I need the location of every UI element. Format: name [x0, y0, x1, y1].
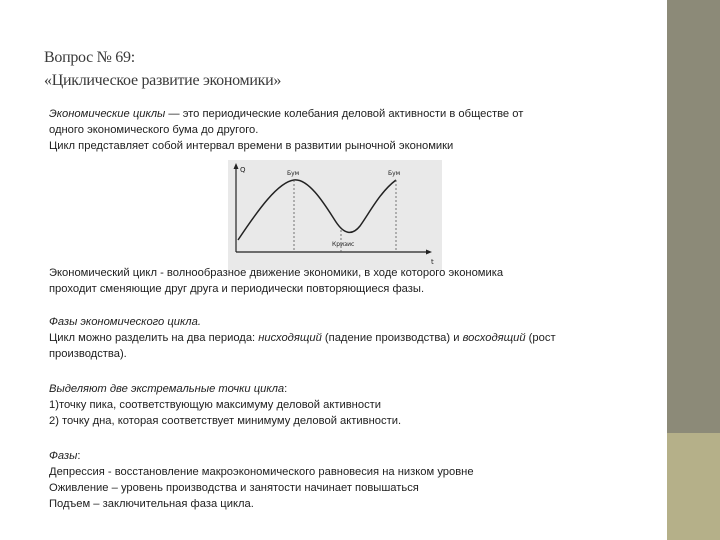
phase-revival: Оживление – уровень производства и занятости начинает повышаться	[49, 482, 419, 494]
phases-heading-colon: :	[77, 450, 81, 462]
phases-intro-heading: Фазы экономического цикла.	[49, 316, 201, 328]
extremes-heading-colon: :	[284, 383, 288, 395]
peak1-label: Бум	[287, 170, 300, 177]
phase-depression: Депрессия - восстановление макроэкономического равновесия на низком уровне	[49, 466, 474, 478]
phases-intro-line-1-mid: (падение производства) и	[321, 332, 463, 344]
phases-intro-line-1-end: (рост	[525, 332, 556, 344]
phases-heading: Фазы	[49, 450, 78, 462]
business-cycle-diagram	[228, 160, 442, 270]
intro-term: Экономические циклы	[49, 108, 166, 120]
decorative-side-bar	[667, 0, 720, 540]
business-cycle-svg	[228, 160, 442, 270]
phases-intro-line-2: производства).	[49, 348, 127, 360]
phases-intro-line-1	[49, 330, 639, 346]
definition-line-1: Экономический цикл - волнообразное движение экономики, в ходе которого экономика	[49, 267, 504, 279]
definition-paragraph	[49, 265, 639, 297]
trough-label: Кризис	[332, 241, 355, 248]
phase-rise: Подъем – заключительная фаза цикла.	[49, 498, 254, 510]
title-line-2: «Циклическое развитие экономики»	[44, 72, 282, 89]
definition-line-2: проходит сменяющие друг друга и периодически повторяющиеся фазы.	[49, 283, 425, 295]
intro-paragraph	[49, 106, 639, 154]
term-ascending: восходящий	[462, 332, 526, 344]
decorative-side-bar-accent	[667, 433, 720, 540]
intro-line-1	[49, 106, 639, 122]
extremes-item-1: 1)точку пика, соответствующую максимуму деловой активности	[49, 399, 382, 411]
intro-line-2: одного экономического бума до другого.	[49, 124, 259, 136]
phases-list-paragraph	[49, 448, 639, 512]
extremes-heading-line	[49, 381, 639, 397]
intro-line-1-rest: — это периодические колебания деловой активности в обществе от	[165, 108, 524, 120]
phases-intro-paragraph	[49, 314, 639, 362]
y-axis-label: Q	[240, 166, 246, 174]
x-axis-label: t	[431, 258, 434, 266]
extremes-item-2: 2) точку дна, которая соответствует минимуму деловой активности.	[49, 415, 402, 427]
title-line-1: Вопрос № 69:	[44, 49, 135, 66]
extremes-heading: Выделяют две экстремальные точки цикла	[49, 383, 285, 395]
slide-title	[44, 46, 644, 92]
intro-line-3: Цикл представляет собой интервал времени в развитии рыночной экономики	[49, 140, 454, 152]
phases-heading-line	[49, 448, 639, 464]
term-descending: нисходящий	[258, 332, 322, 344]
peak2-label: Бум	[388, 170, 401, 177]
extremes-paragraph	[49, 381, 639, 429]
phases-intro-line-1-start: Цикл можно разделить на два периода:	[49, 332, 259, 344]
